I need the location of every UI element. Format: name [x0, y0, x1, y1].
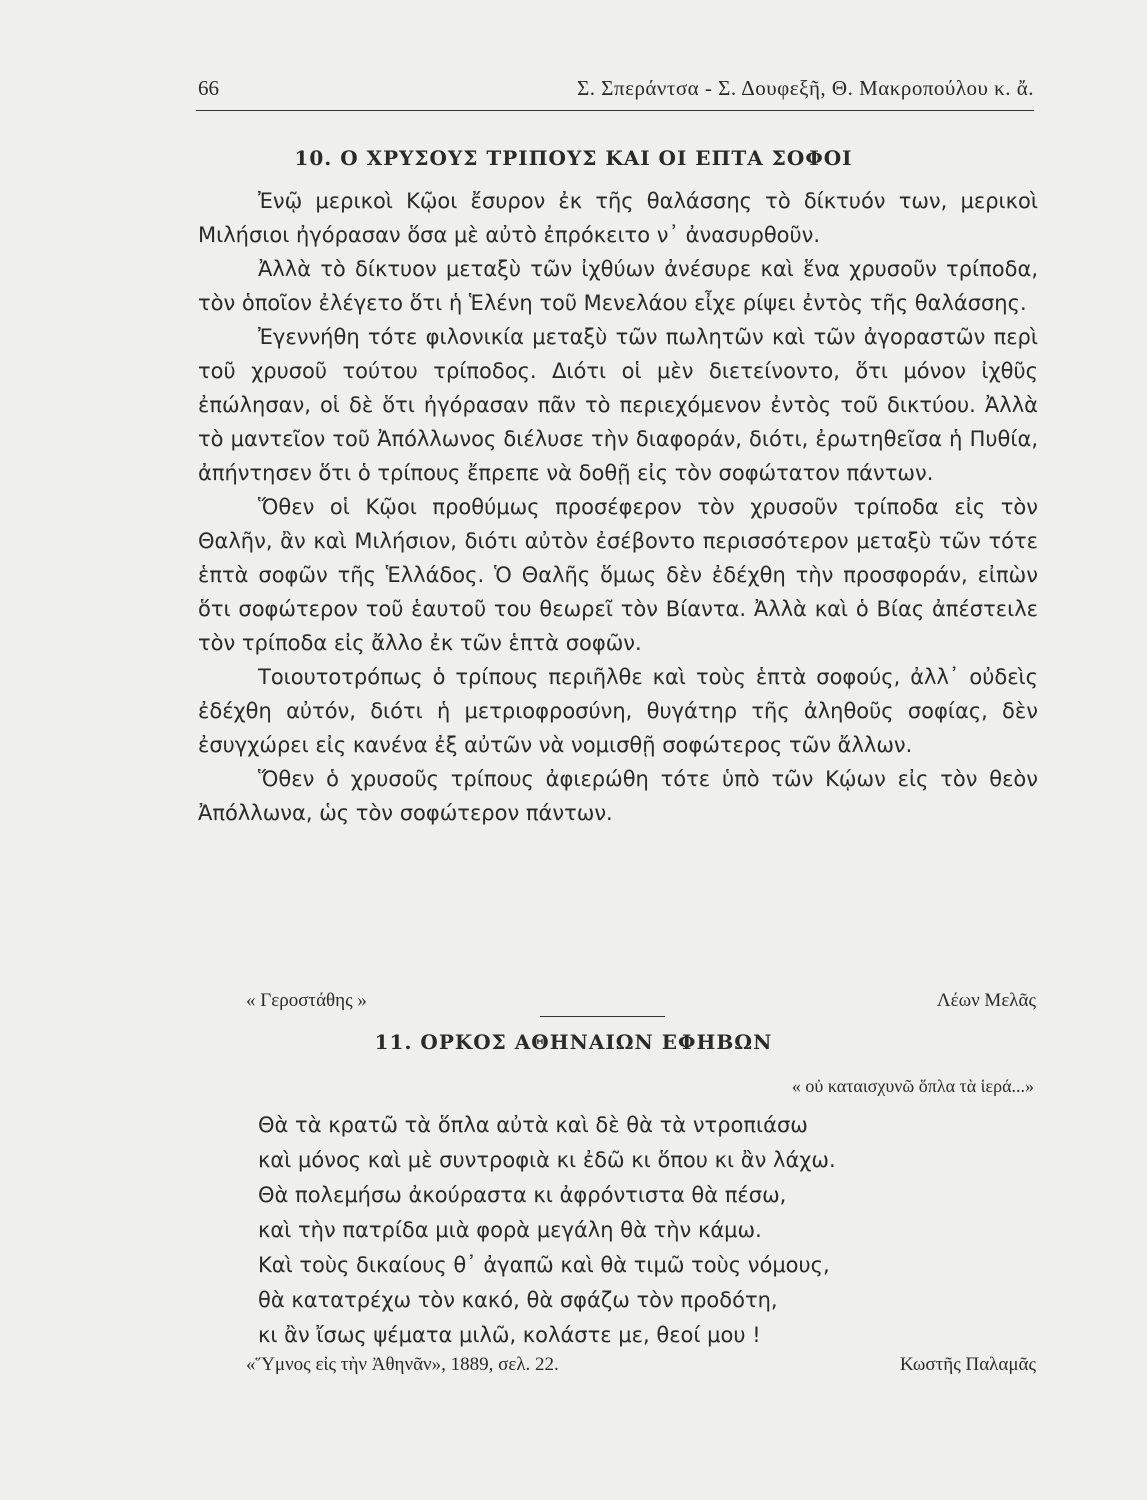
poem-line: Θὰ τὰ κρατῶ τὰ ὅπλα αὐτὰ καὶ δὲ θὰ τὰ ντροπιάσω [258, 1113, 808, 1137]
author-name: Λέων Μελᾶς [936, 990, 1036, 1011]
source-citation: « Γεροστάθης » [246, 990, 367, 1011]
poem-line: καὶ τὴν πατρίδα μιὰ φορὰ μεγάλη θὰ τὴν κάμω. [258, 1218, 762, 1242]
section-divider [540, 1016, 665, 1017]
section-11-attribution [246, 1354, 1036, 1384]
section-10-title: 10. Ο ΧΡΥΣΟΥΣ ΤΡΙΠΟΥΣ ΚΑΙ ΟΙ ΕΠΤΑ ΣΟΦΟΙ [294, 146, 853, 170]
paragraph: Ὅθεν ὁ χρυσοῦς τρίπους ἀφιερώθη τότε ὑπὸ τῶν Κῴων εἰς τὸν θεὸν Ἀπόλλωνα, ὡς τὸν σοφώτερον πάντων. [198, 767, 1038, 825]
source-citation: «Ὕμνος εἰς τὴν Ἀθηνᾶν», 1889, σελ. 22. [246, 1354, 559, 1375]
poem-line: θὰ κατατρέχω τὸν κακό, θὰ σφάζω τὸν προδότη, [258, 1288, 778, 1312]
poem-line: Καὶ τοὺς δικαίους θ᾽ ἀγαπῶ καὶ θὰ τιμῶ τοὺς νόμους, [258, 1253, 830, 1277]
header-authors: Σ. Σπεράντσα - Σ. Δουφεξῆ, Θ. Μακροπούλου κ. ἄ. [577, 76, 1034, 100]
author-name: Κωστῆς Παλαμᾶς [899, 1354, 1036, 1375]
header-rule [196, 110, 1034, 111]
paragraph: Ὅθεν οἱ Κῷοι προθύμως προσέφερον τὸν χρυσοῦν τρίποδα εἰς τὸν Θαλῆν, ἂν καὶ Μιλήσιον, διότι αὐτὸν ἐσέβοντο περισσότερον μεταξὺ τῶν τότε ἑπτὰ σοφῶν τῆς Ἑλλάδος. Ὁ Θαλῆς ὅμως δὲν ἐδέχθη τὴν προσφοράν, εἰπὼν ὅτι σοφώτερον τοῦ ἑαυτοῦ του θεωρεῖ τὸν Βίαντα. Ἀλλὰ καὶ ὁ Βίας ἀπέστειλε τὸν τρίποδα εἰς ἄλλο ἐκ τῶν ἑπτὰ σοφῶν. [198, 495, 1038, 655]
poem-line: κι ἂν ἴσως ψέματα μιλῶ, κολάστε με, θεοί μου ! [258, 1323, 761, 1347]
poem [258, 1108, 1038, 1353]
running-header [198, 76, 1034, 106]
epigraph: « οὐ καταισχυνῶ ὅπλα τὰ ἱερά...» [791, 1076, 1034, 1096]
section-10-body [198, 184, 1038, 830]
paragraph: Ἀλλὰ τὸ δίκτυον μεταξὺ τῶν ἰχθύων ἀνέσυρε καὶ ἕνα χρυσοῦν τρίποδα, τὸν ὁποῖον ἐλέγετο ὅτι ἡ Ἑλένη τοῦ Μενελάου εἶχε ρίψει ἐντὸς τῆς θαλάσσης. [198, 257, 1038, 315]
poem-line: καὶ μόνος καὶ μὲ συντροφιὰ κι ἐδῶ κι ὅπου κι ἂν λάχω. [258, 1148, 836, 1172]
paragraph: Ἐνῷ μερικοὶ Κῷοι ἔσυρον ἐκ τῆς θαλάσσης τὸ δίκτυόν των, μερικοὶ Μιλήσιοι ἠγόρασαν ὅσα μὲ αὐτὸ ἐπρόκειτο ν᾽ ἀνασυρθοῦν. [198, 189, 1038, 247]
poem-line: Θὰ πολεμήσω ἀκούραστα κι ἀφρόντιστα θὰ πέσω, [258, 1183, 787, 1207]
paragraph: Τοιουτοτρόπως ὁ τρίπους περιῆλθε καὶ τοὺς ἑπτὰ σοφούς, ἀλλ᾽ οὐδεὶς ἐδέχθη αὐτόν, διότι ἡ μετριοφροσύνη, θυγάτηρ τῆς ἀληθοῦς σοφίας, δὲν ἐσυγχώρει εἰς κανένα ἐξ αὐτῶν νὰ νομισθῇ σοφώτερος τῶν ἄλλων. [198, 665, 1038, 757]
paragraph: Ἐγεννήθη τότε φιλονικία μεταξὺ τῶν πωλητῶν καὶ τῶν ἀγοραστῶν περὶ τοῦ χρυσοῦ τούτου τρίποδος. Διότι οἱ μὲν διετείνοντο, ὅτι μόνον ἰχθῦς ἐπώλησαν, οἱ δὲ ὅτι ἠγόρασαν πᾶν τὸ περιεχόμενον ἐντὸς τοῦ δικτύου. Ἀλλὰ τὸ μαντεῖον τοῦ Ἀπόλλωνος διέλυσε τὴν διαφοράν, διότι, ἐρωτηθεῖσα ἡ Πυθία, ἀπήντησεν ὅτι ὁ τρίπους ἔπρεπε νὰ δοθῇ εἰς τὸν σοφώτατον πάντων. [198, 325, 1038, 485]
section-11-title: 11. ΟΡΚΟΣ ΑΘΗΝΑΙΩΝ ΕΦΗΒΩΝ [374, 1030, 773, 1054]
page-number: 66 [198, 76, 219, 100]
